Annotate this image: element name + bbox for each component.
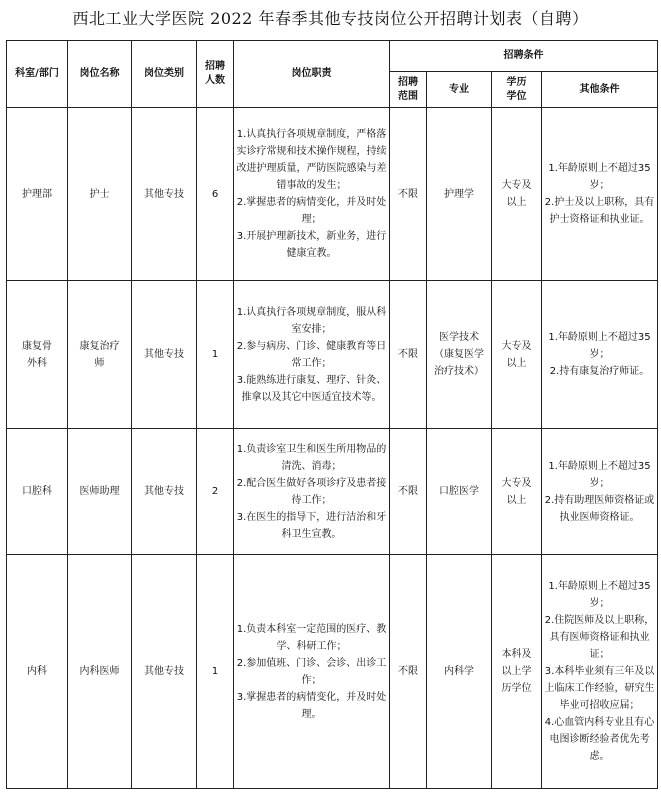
category-cell: 其他专技 (132, 281, 197, 429)
scope-cell: 不限 (390, 555, 427, 789)
header-dept: 科室/部门 (7, 41, 68, 108)
edu-line: 大专及 (501, 477, 532, 489)
other-item: 2.住院医师及以上职称，具有医师资格证和执业证； (544, 615, 655, 660)
table-row (7, 555, 658, 789)
header-scope-line: 招聘 (398, 76, 418, 88)
duty-item: 3.掌握患者的病情变化，并及时处理。 (236, 691, 387, 720)
dept-cell (7, 429, 68, 555)
position-line: 康复治疗 (79, 340, 120, 352)
scope-cell: 不限 (390, 281, 427, 429)
duty-item: 2.配合医生做好各项诊疗及患者接待工作； (236, 477, 387, 506)
header-other: 其他条件 (542, 72, 658, 108)
edu-cell (492, 555, 542, 789)
edu-line: 历学位 (501, 683, 532, 694)
other-item: 2.护士及以上职称，具有护士资格证和执业证。 (544, 197, 655, 225)
category-cell: 其他专技 (132, 429, 197, 555)
other-item: 1.年龄原则上不超过35岁； (548, 163, 651, 191)
count-cell: 1 (197, 281, 234, 429)
position-line: 护士 (89, 188, 110, 200)
other-item: 3.本科毕业须有三年及以上临床工作经验，研究生毕业可招收应届； (544, 666, 655, 711)
position-line: 内科医师 (79, 666, 120, 677)
position-cell (68, 108, 132, 281)
position-cell (68, 555, 132, 789)
other-item: 2.持有助理医师资格证或执业医师资格证。 (544, 494, 655, 523)
header-scope-line: 范围 (398, 90, 418, 102)
edu-line: 本科及 (501, 649, 532, 660)
other-cell (542, 281, 658, 429)
edu-cell (492, 281, 542, 429)
header-duty: 岗位职责 (234, 41, 390, 108)
header-count (197, 41, 234, 108)
position-cell (68, 429, 132, 555)
duty-item: 2.参与病房、门诊、健康教育等日常工作； (236, 340, 387, 369)
duty-item: 3.开展护理新技术，新业务，进行健康宣教。 (236, 231, 387, 259)
category-cell: 其他专技 (132, 108, 197, 281)
dept-line: 康复骨 (22, 340, 52, 352)
table-row (7, 108, 658, 281)
edu-line: 以上 (506, 357, 527, 369)
other-cell (542, 555, 658, 789)
header-major: 专业 (427, 72, 492, 108)
position-line: 医师助理 (79, 486, 120, 497)
edu-line: 大专及 (501, 340, 532, 352)
duty-cell (234, 281, 390, 429)
dept-line: 口腔科 (22, 486, 52, 497)
other-item: 1.年龄原则上不超过35岁； (548, 581, 651, 609)
other-item: 1.年龄原则上不超过35岁； (548, 460, 651, 489)
count-cell: 1 (197, 555, 234, 789)
dept-line: 护理部 (22, 188, 52, 200)
edu-line: 以上 (506, 197, 527, 208)
category-cell: 其他专技 (132, 555, 197, 789)
duty-item: 3.能熟练进行康复、理疗、针灸、推拿以及其它中医适宜技术等。 (236, 374, 387, 403)
major-cell (427, 429, 492, 555)
header-count-line: 招聘 (205, 61, 225, 72)
duty-item: 1.负责诊室卫生和医生所用物品的清洗、消毒； (236, 443, 387, 472)
header-edu-line: 学位 (506, 90, 527, 102)
edu-line: 大专及 (501, 180, 532, 191)
table-row (7, 281, 658, 429)
dept-cell (7, 108, 68, 281)
header-edu-line: 学历 (506, 76, 527, 88)
position-cell (68, 281, 132, 429)
scope-cell: 不限 (390, 429, 427, 555)
duty-cell (234, 555, 390, 789)
header-category: 岗位类别 (132, 41, 197, 108)
position-line: 师 (94, 357, 105, 369)
major-line: 治疗技术） (434, 366, 484, 377)
dept-line: 外科 (27, 357, 47, 369)
duty-item: 1.认真执行各项规章制度，服从科室安排； (236, 306, 387, 335)
major-cell (427, 108, 492, 281)
duty-cell (234, 108, 390, 281)
major-line: 护理学 (444, 188, 474, 200)
major-line: 口腔医学 (439, 486, 479, 497)
duty-item: 2.参加值班、门诊、会诊、出诊工作； (236, 657, 387, 686)
edu-cell (492, 429, 542, 555)
header-scope (390, 72, 427, 108)
edu-line: 以上学 (501, 666, 532, 677)
major-line: 医学技术 (439, 332, 479, 343)
header-position: 岗位名称 (68, 41, 132, 108)
duty-cell (234, 429, 390, 555)
other-item: 2.持有康复治疗师证。 (549, 366, 650, 377)
count-cell: 6 (197, 108, 234, 281)
duty-item: 3.在医生的指导下，进行洁治和牙科卫生宣教。 (236, 511, 387, 540)
other-cell (542, 429, 658, 555)
other-cell (542, 108, 658, 281)
edu-line: 以上 (506, 494, 527, 506)
duty-item: 2.掌握患者的病情变化，并及时处理； (236, 197, 387, 225)
dept-cell (7, 281, 68, 429)
edu-cell (492, 108, 542, 281)
major-line: （康复医学 (434, 349, 484, 360)
other-item: 4.心血管内科专业且有心电图诊断经验者优先考虑。 (544, 717, 655, 762)
duty-item: 1.负责本科室一定范围的医疗、教学、科研工作； (236, 623, 387, 652)
scope-cell: 不限 (390, 108, 427, 281)
recruitment-plan-table (6, 40, 658, 789)
dept-line: 内科 (27, 666, 47, 677)
duty-item: 1.认真执行各项规章制度，严格落实诊疗常规和技术操作规程，持续改进护理质量，严防医院感染与差错事故的发生； (236, 129, 387, 191)
document-title: 西北工业大学医院 2022 年春季其他专技岗位公开招聘计划表（自聘） (72, 9, 589, 28)
major-line: 内科学 (444, 666, 474, 677)
dept-cell (7, 555, 68, 789)
header-conditions: 招聘条件 (390, 41, 658, 72)
major-cell (427, 555, 492, 789)
count-cell: 2 (197, 429, 234, 555)
table-row (7, 429, 658, 555)
major-cell (427, 281, 492, 429)
header-count-line: 人数 (205, 75, 225, 86)
header-edu (492, 72, 542, 108)
other-item: 1.年龄原则上不超过35岁； (548, 332, 651, 360)
